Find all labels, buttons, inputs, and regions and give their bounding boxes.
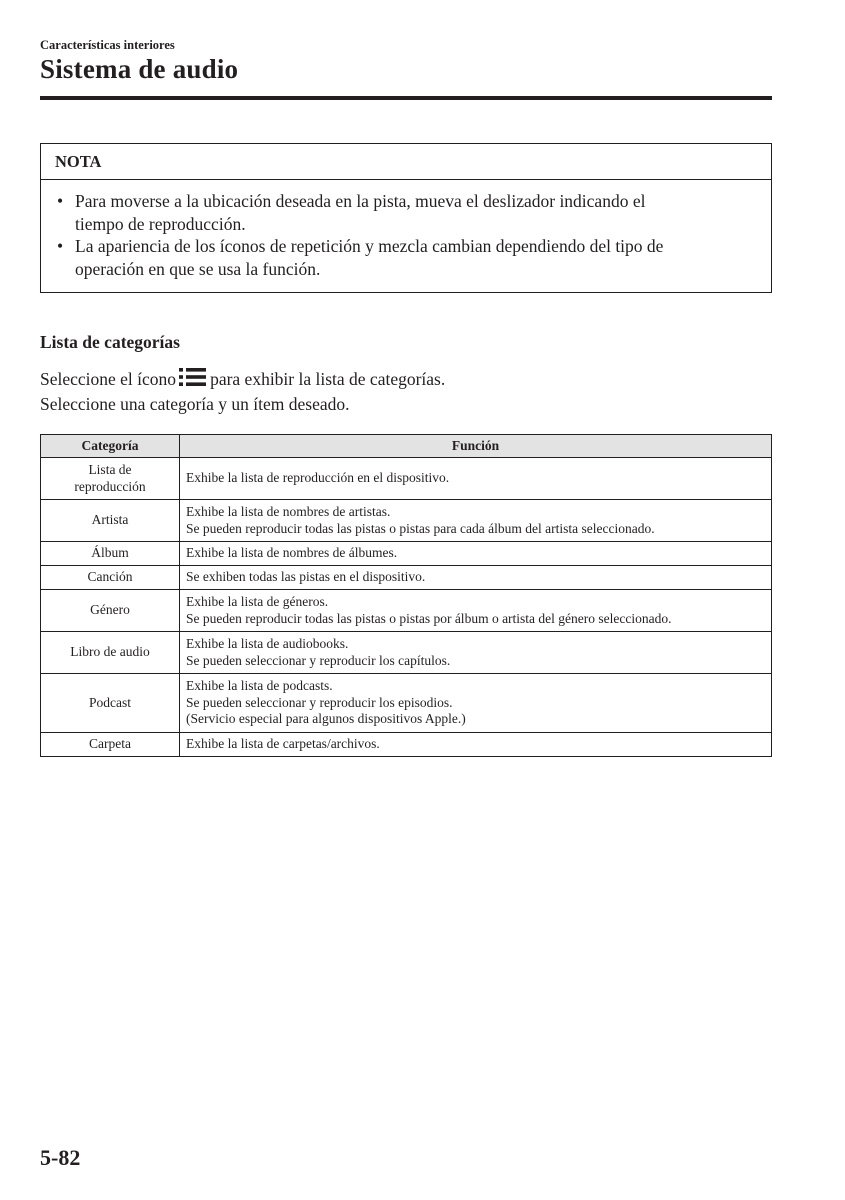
category-text: Libro de audio xyxy=(70,644,150,660)
category-text: Podcast xyxy=(89,694,131,710)
function-cell xyxy=(180,632,772,674)
table-header-row xyxy=(41,435,772,458)
category-text: Lista de xyxy=(88,462,132,477)
category-text: reproducción xyxy=(74,478,146,494)
function-cell xyxy=(180,542,772,566)
function-text: Exhibe la lista de carpetas/archivos. xyxy=(186,736,380,752)
function-text: Se pueden seleccionar y reproducir los capítulos. xyxy=(186,652,451,668)
category-text: Álbum xyxy=(91,545,129,561)
instruction-line: Seleccione una categoría y un ítem deseado. xyxy=(40,393,350,414)
category-cell xyxy=(41,632,180,674)
table-row xyxy=(41,500,772,542)
function-cell xyxy=(180,674,772,733)
category-text: Canción xyxy=(87,569,133,585)
category-cell xyxy=(41,674,180,733)
category-cell xyxy=(41,458,180,500)
instruction-line xyxy=(40,367,445,393)
instruction-text-before-icon: Seleccione el ícono xyxy=(40,369,177,389)
note-item xyxy=(41,190,771,235)
function-text: Se exhiben todas las pistas en el dispositivo. xyxy=(186,569,426,585)
table-row xyxy=(41,590,772,632)
function-cell xyxy=(180,500,772,542)
page-title: Sistema de audio xyxy=(40,54,239,84)
function-text: Se pueden reproducir todas las pistas o pistas para cada álbum del artista seleccionado. xyxy=(186,520,655,536)
section-heading: Lista de categorías xyxy=(40,332,180,352)
note-text-line: tiempo de reproducción. xyxy=(75,213,246,234)
note-box xyxy=(40,143,772,293)
category-cell xyxy=(41,542,180,566)
table-row xyxy=(41,733,772,757)
note-text-line: La apariencia de los íconos de repetición y mezcla cambian dependiendo del tipo de xyxy=(75,236,664,256)
category-cell xyxy=(41,590,180,632)
function-text: Exhibe la lista de podcasts. xyxy=(186,678,333,694)
function-cell xyxy=(180,566,772,590)
function-text: Exhibe la lista de audiobooks. xyxy=(186,636,349,651)
table-row xyxy=(41,674,772,733)
table-row xyxy=(41,566,772,590)
category-cell xyxy=(41,500,180,542)
function-text: Exhibe la lista de reproducción en el dispositivo. xyxy=(186,470,450,486)
table-row xyxy=(41,542,772,566)
bullet-icon: • xyxy=(57,191,64,211)
category-text: Carpeta xyxy=(89,736,131,752)
function-text: Exhibe la lista de géneros. xyxy=(186,594,329,609)
function-text: Se pueden reproducir todas las pistas o pistas por álbum o artista del género seleccionado. xyxy=(186,610,672,626)
note-text-line: Para moverse a la ubicación deseada en la pista, mueva el deslizador indicando el xyxy=(75,191,646,211)
section-label: Características interiores xyxy=(40,38,175,52)
table-row xyxy=(41,458,772,500)
function-text: (Servicio especial para algunos dispositivos Apple.) xyxy=(186,711,466,727)
header-categoria: Categoría xyxy=(41,435,180,458)
function-text: Exhibe la lista de nombres de álbumes. xyxy=(186,545,398,561)
title-rule xyxy=(40,96,772,100)
category-cell xyxy=(41,566,180,590)
header-funcion: Función xyxy=(180,435,772,458)
category-table xyxy=(40,434,772,757)
instruction-text xyxy=(40,367,445,415)
instruction-text-after-icon: para exhibir la lista de categorías. xyxy=(210,369,446,389)
page-number: 5-82 xyxy=(40,1145,81,1170)
note-text-line: operación en que se usa la función. xyxy=(75,258,321,279)
function-text: Exhibe la lista de nombres de artistas. xyxy=(186,504,391,519)
category-text: Artista xyxy=(91,512,129,528)
function-text: Se pueden seleccionar y reproducir los episodios. xyxy=(186,694,453,710)
note-item xyxy=(41,235,771,280)
category-text: Género xyxy=(90,602,130,618)
table-row xyxy=(41,632,772,674)
function-cell xyxy=(180,458,772,500)
bullet-icon: • xyxy=(57,236,64,256)
note-list xyxy=(41,180,771,280)
function-cell xyxy=(180,733,772,757)
list-icon xyxy=(179,367,207,393)
note-title: NOTA xyxy=(41,144,771,180)
category-cell xyxy=(41,733,180,757)
function-cell xyxy=(180,590,772,632)
